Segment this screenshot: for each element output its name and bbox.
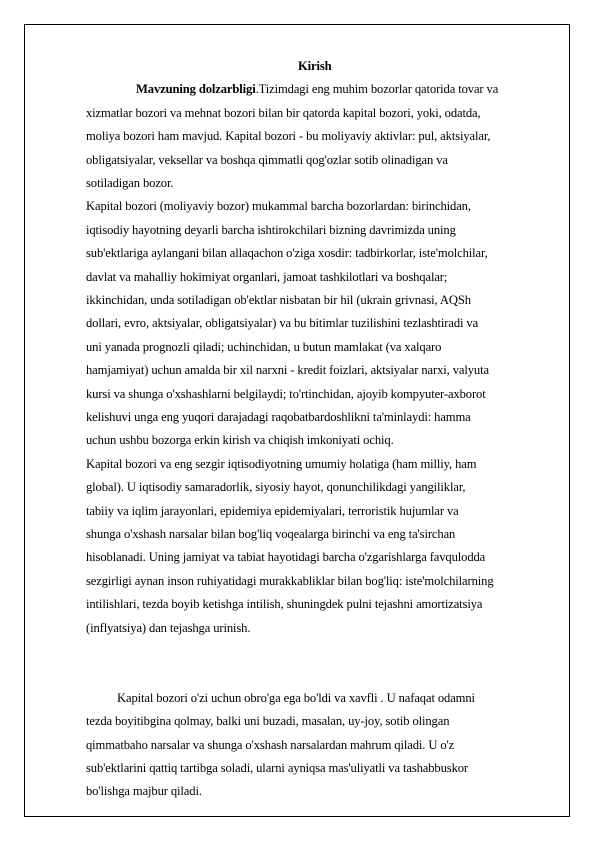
text-line: iqtisodiy hayotning deyarli barcha ishtirokchilari bizning davrimizda uning: [86, 222, 456, 237]
text-line: Kapital bozori o'zi uchun obro'ga ega bo'ldi va xavfli . U nafaqat odamni: [117, 690, 475, 705]
text-line: uni yanada prognozli qiladi; uchinchidan, u butun mamlakat (va xalqaro: [86, 339, 442, 354]
text-line: qimmatbaho narsalar va shunga o'xshash narsalardan mahrum qiladi. U o'z: [86, 737, 455, 752]
text-line: ikkinchidan, unda sotiladigan ob'ektlar nisbatan bir hil (ukrain grivnasi, AQSh: [86, 292, 471, 307]
text-line: dollari, evro, aktsiyalar, obligatsiyalar) va bu bitimlar tuzilishini tezlashtiradi va: [86, 316, 479, 331]
text-line: sezgirligi aynan inson ruhiyatidagi murakkabliklar bilan bog'liq: iste'molchilarning: [86, 573, 494, 588]
text-line: xizmatlar bozori va mehnat bozori bilan bir qatorda kapital bozori, yoki, odatda,: [86, 105, 481, 120]
paragraph-reputation: [86, 687, 552, 804]
text-line: bo'lishga majbur qiladi.: [86, 784, 202, 799]
text-line: tabiiy va iqlim jarayonlari, epidemiya epidemiyalari, terroristik hujumlar va: [86, 503, 459, 518]
text-line: sotiladigan bozor.: [86, 175, 174, 190]
text-line: hisoblanadi. Uning jamiyat va tabiat hayotidagi barcha o'zgarishlarga favqulodda: [86, 550, 486, 565]
text-line: kelishuvi unga eng yuqori darajadagi raqobatbardoshlikni ta'minlaydi: hamma: [86, 409, 471, 424]
text-line: moliya bozori ham mavjud. Kapital bozori - bu moliyaviy aktivlar: pul, aktsiyalar,: [86, 129, 491, 144]
text-line: global). U iqtisodiy samaradorlik, siyosiy hayot, qonunchilikdagi yangiliklar,: [86, 480, 466, 495]
line-text: .Tizimdagi eng muhim bozorlar qatorida tovar va: [255, 82, 499, 97]
paragraph-relevance: [86, 78, 552, 195]
text-line: tezda boyitibgina qolmay, balki uni buzadi, masalan, uy-joy, sotib olingan: [86, 714, 450, 729]
text-line: obligatsiyalar, veksellar va boshqa qimmatli qog'ozlar sotib olinadigan va: [86, 152, 448, 167]
text-line: Kapital bozori va eng sezgir iqtisodiyotning umumiy holatiga (ham milliy, ham: [86, 456, 477, 471]
paragraph-sensitivity: [86, 453, 552, 640]
text-line: uchun ushbu bozorga erkin kirish va chiqish imkoniyati ochiq.: [86, 433, 394, 448]
paragraph-capital-market: [86, 195, 552, 452]
text-line: sub'ektlarini qattiq tartibga soladi, ularni ayniqsa mas'uliyatli va tashabbuskor: [86, 760, 468, 775]
text-line: kursi va shunga o'xshashlarni belgilaydi; to'rtinchidan, ajoyib kompyuter-axborot: [86, 386, 486, 401]
text-line: shunga o'xshash narsalar bilan bog'liq voqealarga birinchi va eng ta'sirchan: [86, 526, 456, 541]
text-line: hamjamiyat) uchun amalda bir xil narxni - kredit foizlari, aktsiyalar narxi, valyuta: [86, 363, 489, 378]
title-text: Kirish: [298, 59, 332, 73]
text-line: intilishlari, tezda boyib ketishga intilish, shuningdek pulni tejashni amortizatsiya: [86, 597, 483, 612]
heading-inline: Mavzuning dolzarbligi: [136, 82, 256, 97]
text-line: sub'ektlariga aylangani bilan allaqachon o'ziga xosdir: tadbirkorlar, iste'molchilar,: [86, 246, 488, 261]
text-line: davlat va mahalliy hokimiyat organlari, jamoat tashkilotlari va boshqalar;: [86, 269, 448, 284]
text-line: [86, 78, 552, 101]
text-line: Kapital bozori (moliyaviy bozor) mukammal barcha bozorlardan: birinchidan,: [86, 199, 471, 214]
text-line: (inflyatsiya) dan tejashga urinish.: [86, 620, 251, 635]
